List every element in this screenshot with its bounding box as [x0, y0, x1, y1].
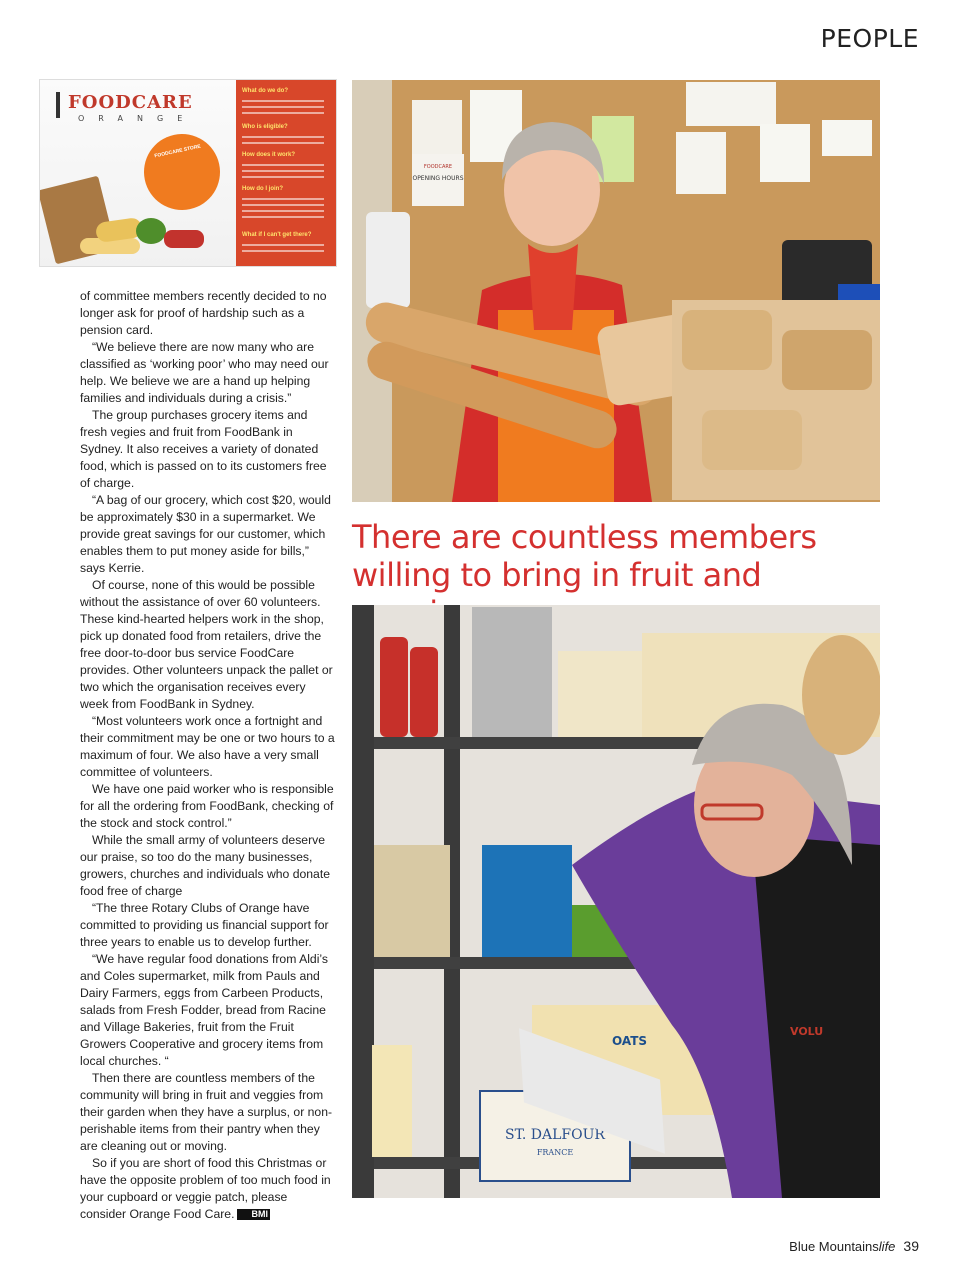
paragraph: “We have regular food donations from Aldi’s and Coles supermarket, milk from Pauls and Dairy Farmers, eggs from Carbeen Products, salads from Fresh Fodder, bread from Racine and Village Bakeries, fruit from the Fruit Growers Cooperative and grocery items from local churches. “ — [80, 952, 328, 1068]
jars — [372, 1045, 412, 1157]
shelf-post — [352, 605, 374, 1198]
flyer-heading: What if I can't get there? — [242, 232, 312, 238]
flyer-text-line — [242, 100, 324, 102]
flyer-heading: How does it work? — [242, 152, 296, 158]
flyer-text-line — [242, 244, 324, 246]
paragraph: “A bag of our grocery, which cost $20, would be approximately $30 in a supermarket. We provide great savings for our customer, which enables them to put money aside for bills,” says Kerrie. — [80, 493, 331, 575]
page-footer — [789, 1238, 919, 1254]
notice-paper — [676, 132, 726, 194]
flyer-text-line — [242, 216, 324, 218]
flyer-text-line — [242, 164, 324, 166]
sign-text: OPENING HOURS — [412, 175, 464, 182]
flyer-text-line — [242, 136, 324, 138]
flyer-text-line — [242, 170, 324, 172]
urn — [366, 212, 410, 308]
cereal-box — [558, 651, 642, 737]
tomato-image — [164, 230, 204, 248]
volunteer-bread-illustration — [352, 80, 880, 502]
volunteer-shelves-photo — [352, 605, 880, 1198]
paragraph: of committee members recently decided to no longer ask for proof of hardship such as a pension card. — [80, 289, 327, 337]
notice-paper — [822, 120, 872, 156]
page-number: 39 — [903, 1238, 919, 1254]
fork-icon — [56, 92, 60, 118]
paragraph-text: So if you are short of food this Christmas or have the opposite problem of too much food in your cupboard or veggie patch, please consider Orange Food Care. — [80, 1156, 331, 1221]
box-sub: FRANCE — [536, 1148, 574, 1157]
paragraph: While the small army of volunteers deserve our praise, so too do the many businesses, growers, churches and individuals who donate food free of charge — [80, 833, 330, 898]
box-brand: ST. DALFOUR — [505, 1127, 605, 1143]
flyer-left-panel — [40, 80, 236, 266]
flyer-logo: FOODCARE — [68, 92, 193, 113]
lettuce-image — [136, 218, 166, 244]
volunteer-shelves-illustration — [352, 605, 880, 1198]
flyer-badge-title: FOODCARE STORE — [153, 143, 202, 160]
flyer-logo-subtitle: ORANGE — [78, 114, 197, 123]
flyer-text-line — [242, 204, 324, 206]
paragraph: The group purchases grocery items and fresh vegies and fruit from FoodBank in Sydney. It also receives a variety of donated food, which is passed on to its customers free of charge. — [80, 408, 327, 490]
bread-loaf — [682, 310, 772, 370]
second-person-hair — [802, 635, 880, 755]
flyer-badge — [137, 127, 227, 217]
magazine-name: Blue Mountains — [789, 1239, 879, 1254]
flyer-heading: What do we do? — [242, 88, 288, 94]
pull-quote: There are countless members willing to bring in fruit and — [352, 518, 817, 594]
flyer-text-line — [242, 198, 324, 200]
flyer-heading: Who is eligible? — [242, 124, 288, 130]
bread-loaf — [702, 410, 802, 470]
bread-loaf — [782, 330, 872, 390]
oats-label: OATS — [612, 1034, 648, 1048]
apron-label: VOLU — [790, 1025, 824, 1038]
volunteer-bread-photo — [352, 80, 880, 502]
flyer-heading: How do I join? — [242, 186, 283, 192]
notice-paper — [686, 82, 776, 126]
section-label: PEOPLE — [820, 24, 919, 53]
paragraph: We have one paid worker who is responsible for all the ordering from FoodBank, checking of the stock and stock control.” — [80, 782, 334, 830]
notice-paper — [412, 100, 462, 160]
snack-packets — [374, 845, 450, 957]
sign-brand: FOODCARE — [423, 164, 453, 170]
paragraph: “Most volunteers work once a fortnight and their commitment may be one or two hours to a maximum of four. We also have a very small committee of volunteers. — [80, 714, 335, 779]
sauce-jar — [410, 647, 438, 737]
paragraph-last — [80, 1155, 336, 1223]
flyer-text-line — [242, 112, 324, 114]
paragraph: Of course, none of this would be possible without the assistance of over 60 volunteers. These kind-hearted helpers work in the shop, pick up donated food from retailers, drive the free door-to-door bus service FoodCare provides. Other volunteers unpack the pallet or two which the organisation receives every week from FoodBank in Sydney. — [80, 578, 333, 711]
magazine-name-suffix: life — [878, 1239, 896, 1254]
tuna-cans — [482, 845, 572, 957]
scarf — [528, 244, 578, 330]
flyer-text-line — [242, 250, 324, 252]
paragraph: Then there are countless members of the community will bring in fruit and veggies from their garden when they have a surplus, or non-perishable items from their pantry when they are cleaning out or moving. — [80, 1071, 333, 1153]
flyer-text-line — [242, 176, 324, 178]
end-mark: BMl — [237, 1209, 270, 1220]
notice-paper — [760, 124, 810, 182]
sauce-jar — [380, 637, 408, 737]
paragraph: “We believe there are now many who are classified as ‘working poor’ who may need our help. We believe we are a hand up helping families and individuals during a crisis.” — [80, 340, 329, 405]
foodcare-flyer-image — [40, 80, 336, 266]
flyer-text-line — [242, 210, 324, 212]
paragraph: “The three Rotary Clubs of Orange have committed to providing us financial support for three years to enable us to develop further. — [80, 901, 329, 949]
flyer-right-panel — [236, 80, 336, 266]
flyer-text-line — [242, 142, 324, 144]
article-body — [80, 288, 336, 1223]
coffee-tins — [472, 607, 552, 737]
flyer-text-line — [242, 106, 324, 108]
